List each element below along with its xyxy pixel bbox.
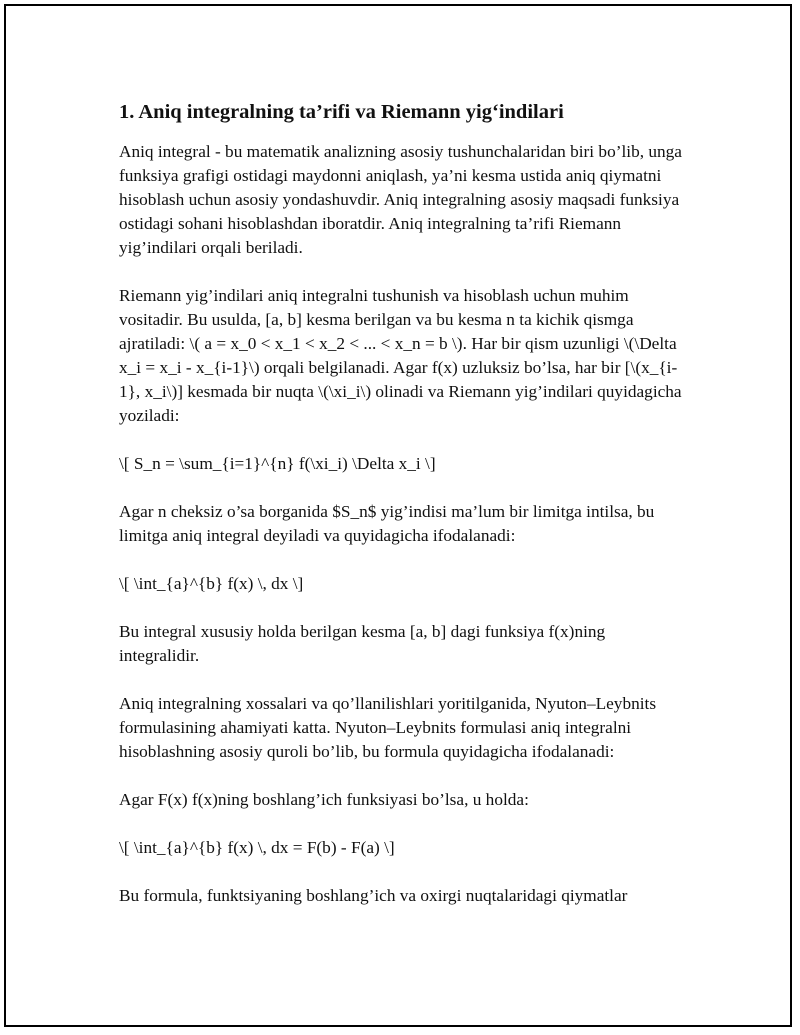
paragraph-antiderivative: Agar F(x) f(x)ning boshlang’ich funksiyasi bo’lsa, u holda: bbox=[119, 790, 529, 809]
paragraph-definition: Aniq integral - bu matematik analizning asosiy tushunchalaridan biri bo’lib, unga funksiya grafigi ostidagi maydonni aniqlash, ya’ni kesma ustida aniq qiymatni hisoblash uchun asosiy yondashuvdir. Aniq integralning asosiy maqsadi funksiya ostidagi sohani hisoblashdan iboratdir. Aniq integralning ta’rifi Riemann yig’indilari orqali beriladi. bbox=[119, 142, 682, 257]
document-page bbox=[4, 4, 792, 1027]
paragraph-riemann-sums: Riemann yig’indilari aniq integralni tushunish va hisoblash uchun muhim vositadir. Bu usulda, [a, b] kesma berilgan va bu kesma n ta kichik qismga ajratiladi: \( a = x_0 < x_1 < x_2 < ... < x_n = b \). Har bir qism uzunligi \(\Delta x_i = x_i - x_{i-1}\) orqali belgilanadi. Agar f(x) uzluksiz bo’lsa, har bir [\(x_{i-1}, x_i\)] kesmada bir nuqta \(\xi_i\) olinadi va Riemann yig’indilari quyidagicha yoziladi: bbox=[119, 286, 682, 425]
paragraph-formula-note: Bu formula, funktsiyaning boshlang’ich va oxirgi nuqtalaridagi qiymatlar bbox=[119, 886, 628, 905]
document-content bbox=[119, 98, 689, 932]
paragraph-integral-note: Bu integral xususiy holda berilgan kesma [a, b] dagi funksiya f(x)ning integralidir. bbox=[119, 622, 606, 665]
equation-newton-leibniz: \[ \int_{a}^{b} f(x) \, dx = F(b) - F(a) \] bbox=[119, 838, 395, 857]
paragraph-limit: Agar n cheksiz o’sa borganida $S_n$ yig’indisi ma’lum bir limitga intilsa, bu limitga aniq integral deyiladi va quyidagicha ifodalanadi: bbox=[119, 502, 655, 545]
paragraph-newton-leibniz: Aniq integralning xossalari va qo’llanilishlari yoritilganida, Nyuton–Leybnits formulasining ahamiyati katta. Nyuton–Leybnits formulasi aniq integralni hisoblashning asosiy quroli bo’lib, bu formula quyidagicha ifodalanadi: bbox=[119, 694, 657, 761]
section-heading: 1. Aniq integralning ta’rifi va Riemann yig‘indilari bbox=[119, 101, 564, 123]
equation-definite-integral: \[ \int_{a}^{b} f(x) \, dx \] bbox=[119, 574, 304, 593]
equation-riemann-sum: \[ S_n = \sum_{i=1}^{n} f(\xi_i) \Delta x_i \] bbox=[119, 454, 436, 473]
